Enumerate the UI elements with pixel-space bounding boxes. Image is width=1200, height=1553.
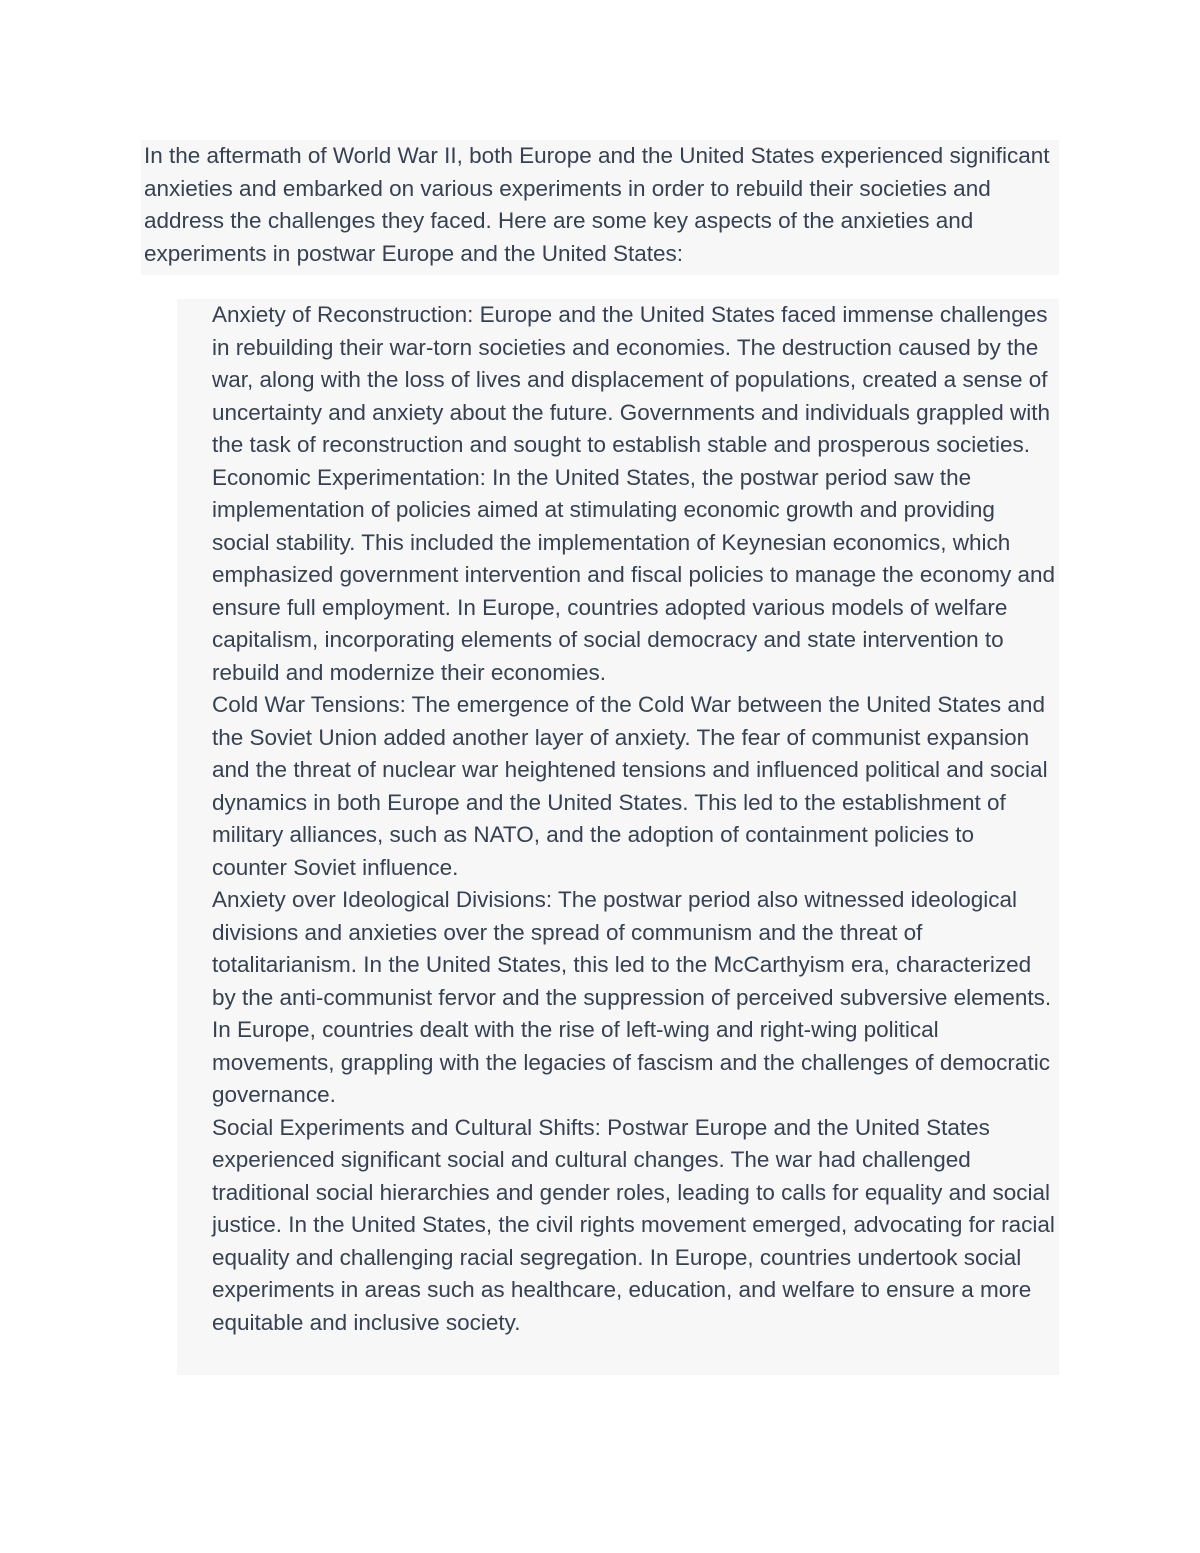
list-item-economic-experimentation: Economic Experimentation: In the United States, the postwar period saw the implementation of policies aimed at stimulating economic growth and providing social stability. This included the implementation of Keynesian economics, which emphasized government intervention and fiscal policies to manage the economy and ensure full employment. In Europe, countries adopted various models of welfare capitalism, incorporating elements of social democracy and state intervention to rebuild and modernize their economies. — [212, 464, 1056, 685]
intro-paragraph: In the aftermath of World War II, both Europe and the United States experienced significant anxieties and embarked on various experiments in order to rebuild their societies and address the challenges they faced. Here are some key aspects of the anxieties and experiments in postwar Europe and the United States: — [144, 143, 1050, 266]
list-item-ideological-divisions: Anxiety over Ideological Divisions: The postwar period also witnessed ideological divisions and anxieties over the spread of communism and the threat of totalitarianism. In the United States, this led to the McCarthyism era, characterized by the anti-communist fervor and the suppression of perceived subversive elements. In Europe, countries dealt with the rise of left-wing and right-wing political movements, grappling with the legacies of fascism and the challenges of democratic governance. — [212, 887, 1052, 1107]
aspects-block — [177, 299, 1059, 1375]
aspects-list — [212, 299, 1055, 1339]
list-item-reconstruction: Anxiety of Reconstruction: Europe and the United States faced immense challenges in rebuilding their war-torn societies and economies. The destruction caused by the war, along with the loss of lives and displacement of populations, created a sense of uncertainty and anxiety about the future. Governments and individuals grappled with the task of reconstruction and sought to establish stable and prosperous societies. — [212, 302, 1051, 457]
intro-block — [141, 140, 1059, 275]
list-item-cold-war-tensions: Cold War Tensions: The emergence of the Cold War between the United States and the Soviet Union added another layer of anxiety. The fear of communist expansion and the threat of nuclear war heightened tensions and influenced political and social dynamics in both Europe and the United States. This led to the establishment of military alliances, such as NATO, and the adoption of containment policies to counter Soviet influence. — [212, 692, 1048, 880]
list-item-social-experiments: Social Experiments and Cultural Shifts: Postwar Europe and the United States experienced significant social and cultural changes. The war had challenged traditional social hierarchies and gender roles, leading to calls for equality and social justice. In the United States, the civil rights movement emerged, advocating for racial equality and challenging racial segregation. In Europe, countries undertook social experiments in areas such as healthcare, education, and welfare to ensure a more equitable and inclusive society. — [212, 1114, 1055, 1335]
